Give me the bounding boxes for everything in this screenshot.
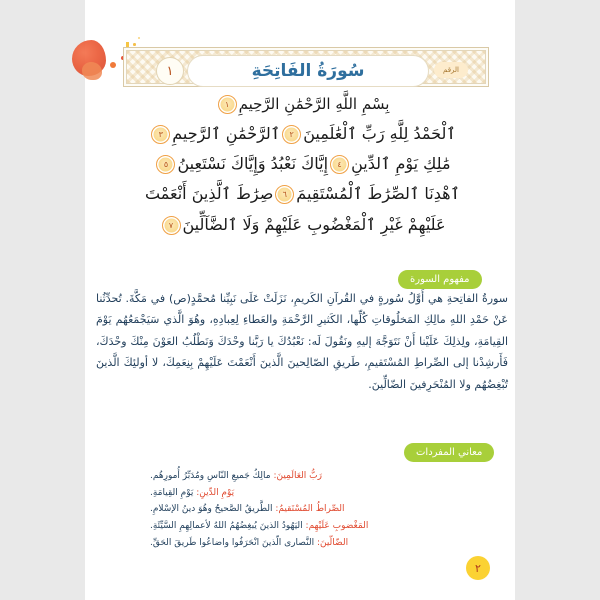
quran-line [100,119,505,149]
vocabulary-definition: النَّصارى الّذينَ انْحَرَفُوا واضاعُوا طَريقَ الحَقِّ. [150,537,317,548]
quran-line [100,179,505,209]
vocabulary-definition: اليَهُودُ الذينَ يُبغِضُهُمُ اللهُ لأعمالِهِمِ السَّيِّئَةِ. [150,520,306,531]
vocabulary-term: رَبُّ العَالَمِينَ: [273,471,322,481]
surah-number-badge: ١ [156,57,184,85]
quran-line [100,90,505,119]
verse-number-marker: ٦ [275,185,294,204]
vocabulary-entry [150,535,508,552]
vocabulary-definition: مالِكُ جَميعِ النّاسِ ومُدَبِّرُ أُمورِهُم. [150,471,274,481]
section-badge-concept: مفهوم السورة [398,270,482,289]
verse-number-marker: ٥ [156,155,175,174]
verse-text: بِسْمِ اللَّهِ الرَّحْمَٰنِ الرَّحِيمِ [238,95,390,113]
vocabulary-list [150,468,508,551]
decorative-dot-icon [133,43,136,46]
vocabulary-definition: يَوْمِ القِيامَةِ. [150,487,197,498]
verse-number-marker: ٣ [151,125,170,144]
surah-title-plate [187,55,429,87]
verse-text: إِيَّاكَ نَعْبُدُ وَإِيَّاكَ نَسْتَعِينُ [177,153,329,173]
decorative-dot-icon [138,37,140,39]
vocabulary-entry [150,501,508,518]
vocabulary-definition: الطَّريقُ الصَّحيحُ وهُوَ دينُ الإسْلامِ. [150,504,276,515]
quran-line [100,149,505,179]
verse-number-marker: ١ [218,95,237,114]
quran-verses-block [100,90,505,240]
verse-number-marker: ٧ [162,216,181,235]
page-number-badge: ٢ [466,556,490,580]
vocabulary-term: يَوْمِ الدِّينِ: [196,487,235,498]
vocabulary-term: المَغْضوبِ عَلَيْهِم: [305,520,369,531]
verse-text: ٱلرَّحْمَٰنِ ٱلرَّحِيمِ [172,123,281,143]
verse-text: مَٰلِكِ يَوْمِ ٱلدِّينِ [351,153,451,173]
vocabulary-entry [150,468,508,485]
verse-text: عَلَيْهِمْ غَيْرِ ٱلْمَغْضُوبِ عَلَيْهِمْ وَلَا ٱلضَّآلِّينَ [182,214,446,234]
vocabulary-entry [150,518,508,535]
page-title: سُورَةُ الفَاتِحَةِ [251,60,365,81]
vocabulary-term: الضّالّينَ: [316,537,349,548]
verse-text: ٱلْحَمْدُ لِلَّهِ رَبِّ ٱلْعَٰلَمِينَ [303,123,456,143]
decorative-dot-icon [110,62,116,68]
vocabulary-term: الصِّراطُ المُسْتَقيمُ: [275,504,345,515]
verse-number-marker: ٤ [330,155,349,174]
vocabulary-entry [150,485,508,502]
section-badge-vocabulary: معاني المفردات [404,443,494,462]
decorative-blob-secondary-icon [82,62,102,80]
verse-text: ٱهْدِنَا ٱلصِّرَٰطَ ٱلْمُسْتَقِيمَ [296,184,460,204]
verse-number-marker: ٢ [282,125,301,144]
surah-header-banner [123,47,489,87]
verse-text: صِرَٰطَ ٱلَّذِينَ أَنْعَمْتَ [145,184,274,204]
concept-body-text [96,288,508,395]
concept-paragraph: سورةُ الفاتِحةِ هي أَوَّلُ سُورةٍ في القُرآنِ الكَريمِ، نَزَلَتْ عَلَى نَبِيِّنا مُحمَّدٍ(ص) في مَكَّةَ. تُحدِّثُنا عَنْ حَمْدِ اللهِ مالِكِ المَخلُوقاتِ كُلِّها، الكَثيرِ الرَّحْمَةِ والعَطاءِ لِعِبادِهِ، وهُوَ الَّذي سَيَجْمَعُهُم يَوْمَ القِيامَةِ، ولِذلِكَ عَلَيْنا أَنْ نَتَوَجَّهَ إليهِ ونَقُولَ لَه: نَعْبُدُكَ يا رَبَّنا وحْدَكَ وَنَطْلُبُ العَوْنَ مِنْكَ وحْدَكَ، فَأَرشِدْنا إلى الصِّراطِ المُسْتَقيمِ، طَريقِ الصّالِحينَ الَّذينَ أَنْعَمْتَ عَلَيْهِمْ بِنِعَمِكَ، لا أولئِكَ الَّذينَ تُبْغِضُهُم ولا المُنْحَرِفينَ الضّالِّينَ. [96,292,508,391]
surah-number-label: الرقم [434,62,468,78]
quran-line [100,210,505,240]
arabesque-ornament-icon [126,50,486,84]
